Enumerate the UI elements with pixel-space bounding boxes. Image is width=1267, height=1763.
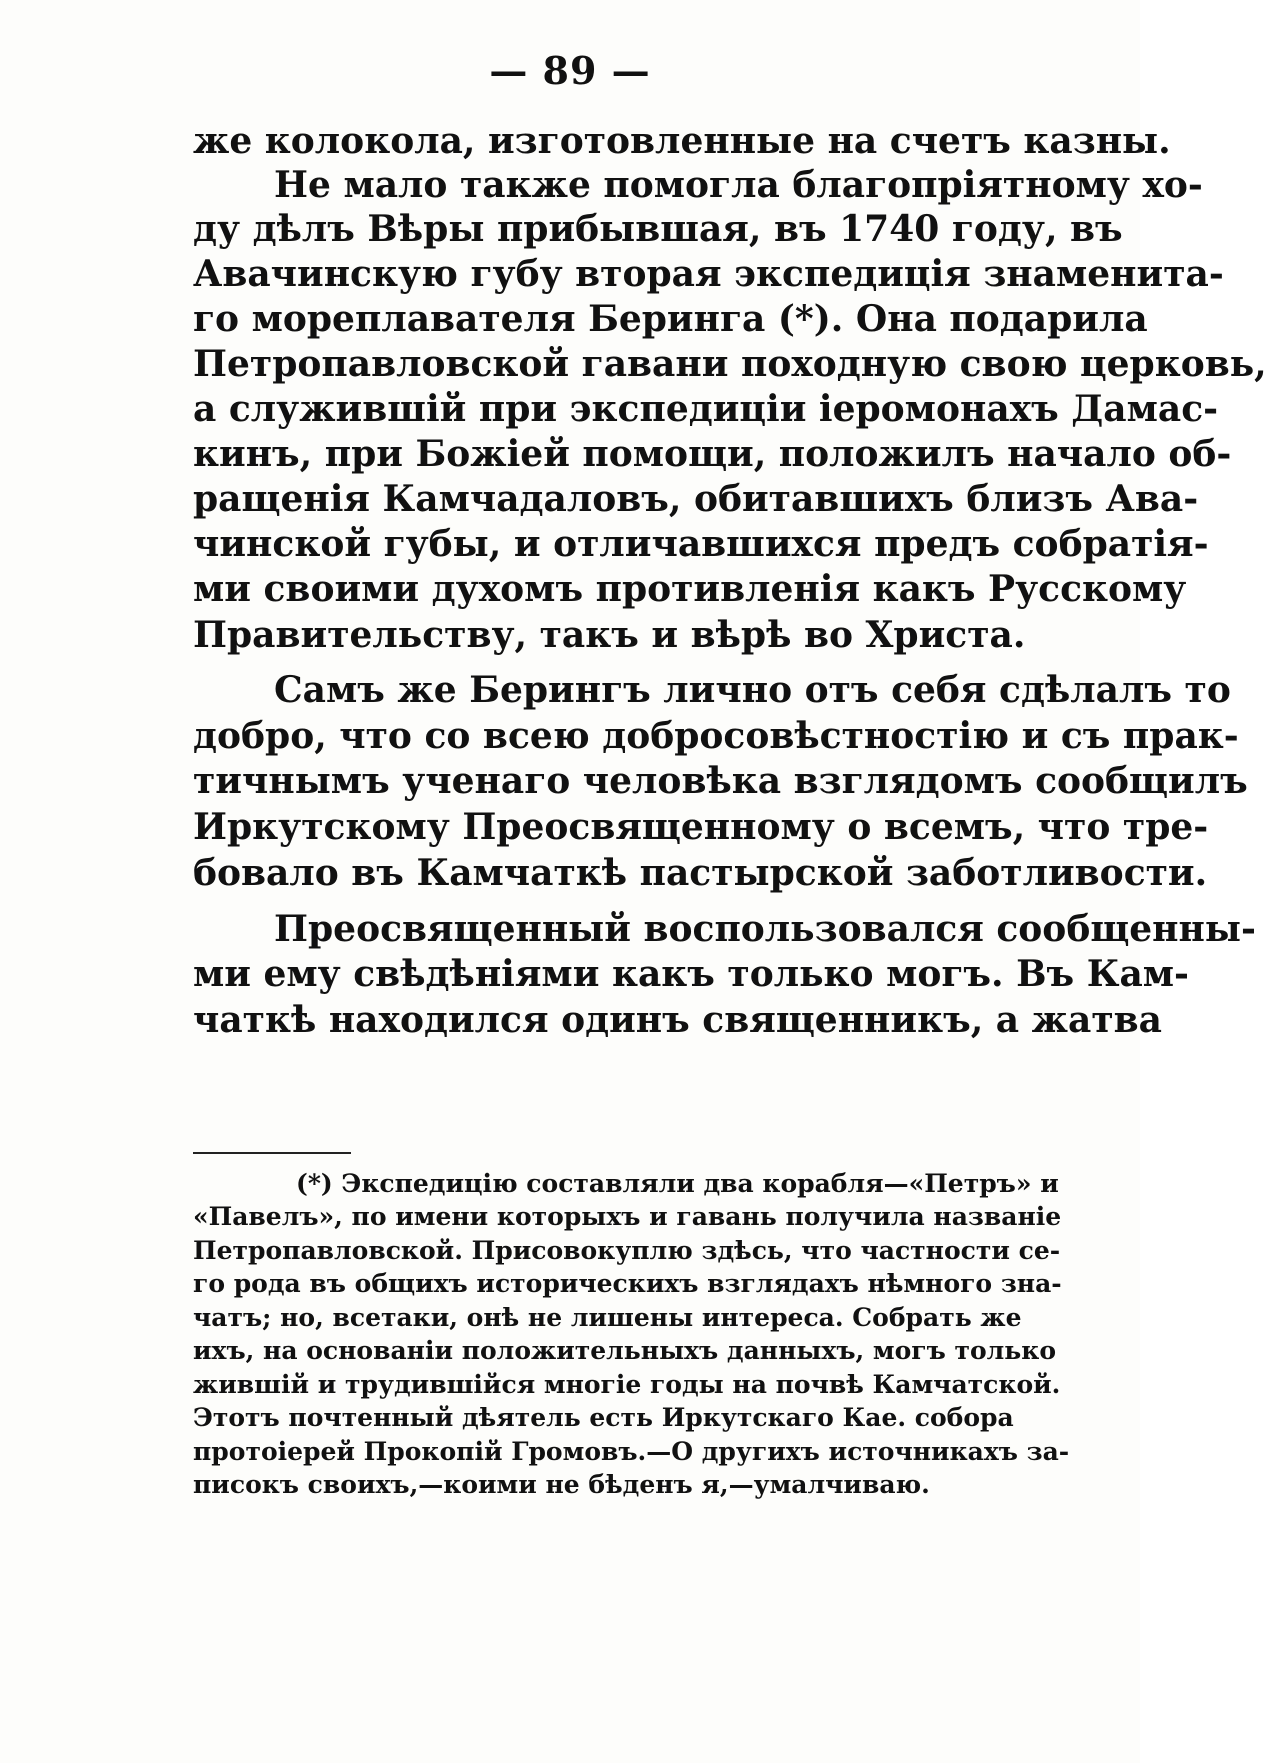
text-line: Не мало также помогла благопріятному хо- xyxy=(274,164,1203,206)
footnote-line: Этотъ почтенный дѣятель есть Иркутскаго Кае. собора xyxy=(193,1403,1014,1432)
text-line: Петропавловской гавани походную свою церковь, xyxy=(193,343,1267,385)
text-line: ду дѣлъ Вѣры прибывшая, въ 1740 году, въ xyxy=(193,208,1123,250)
text-line: чаткѣ находился одинъ священникъ, а жатва xyxy=(193,999,1162,1041)
text-line: же колокола, изготовленные на счетъ казны. xyxy=(193,120,1171,162)
text-line: ми ему свѣдѣніями какъ только могъ. Въ Кам- xyxy=(193,953,1189,995)
footnote-line: протоіерей Прокопій Громовъ.—О другихъ источникахъ за- xyxy=(193,1437,1070,1466)
text-line: а служившій при экспедиціи іеромонахъ Дамас- xyxy=(193,388,1219,430)
text-line: Иркутскому Преосвященному о всемъ, что тре- xyxy=(193,806,1209,848)
footnote-line: писокъ своихъ,—коими не бѣденъ я,—умалчиваю. xyxy=(193,1470,930,1499)
footnote-line: жившій и трудившійся многіе годы на почвѣ Камчатской. xyxy=(193,1370,1061,1399)
footnote-rule xyxy=(193,1152,351,1154)
text-line: кинъ, при Божіей помощи, положилъ начало об- xyxy=(193,433,1232,475)
text-line: Самъ же Берингъ лично отъ себя сдѣлалъ то xyxy=(274,669,1231,711)
text-line: ми своими духомъ противленія какъ Русскому xyxy=(193,568,1187,610)
text-line: Преосвященный воспользовался сообщенны- xyxy=(274,908,1256,950)
footnote-line: «Павелъ», по имени которыхъ и гавань получила названіе xyxy=(193,1202,1062,1231)
footnote-line: Петропавловской. Присовокуплю здѣсь, что частности се- xyxy=(193,1236,1061,1265)
text-line: бовало въ Камчаткѣ пастырской заботливости. xyxy=(193,852,1208,894)
text-line: Авачинскую губу вторая экспедиція знаменита- xyxy=(193,253,1224,295)
text-line: тичнымъ ученаго человѣка взглядомъ сообщилъ xyxy=(193,760,1248,802)
text-line: добро, что со всею добросовѣстностію и съ прак- xyxy=(193,715,1239,757)
footnote-line: (*) Экспедицію составляли два корабля—«Петръ» и xyxy=(296,1169,1059,1198)
text-line: Правительству, такъ и вѣрѣ во Христа. xyxy=(193,614,1026,656)
text-line: ращенія Камчадаловъ, обитавшихъ близъ Ава- xyxy=(193,478,1199,520)
text-line: го мореплавателя Беринга (*). Она подарила xyxy=(193,298,1148,340)
text-line: чинской губы, и отличавшихся предъ собратія- xyxy=(193,523,1209,565)
footnote-line: чатъ; но, всетаки, онѣ не лишены интереса. Собрать же xyxy=(193,1303,1022,1332)
footnote-line: ихъ, на основаніи положительныхъ данныхъ, могъ только xyxy=(193,1336,1057,1365)
footnote-line: го рода въ общихъ историческихъ взглядахъ нѣмного зна- xyxy=(193,1269,1062,1298)
page-number: — 89 — xyxy=(489,48,651,93)
